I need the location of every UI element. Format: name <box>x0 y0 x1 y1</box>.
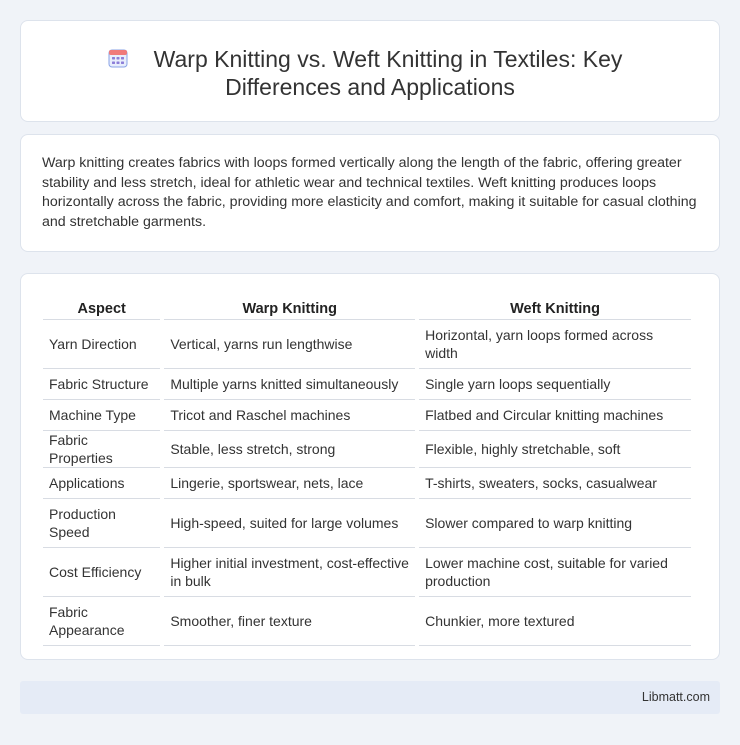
cell-warp: Stable, less stretch, strong <box>164 431 415 468</box>
summary-card <box>20 134 720 252</box>
cell-weft: Single yarn loops sequentially <box>419 369 691 400</box>
cell-weft: T-shirts, sweaters, socks, casualwear <box>419 468 691 499</box>
cell-weft: Chunkier, more textured <box>419 597 691 646</box>
column-header-weft: Weft Knitting <box>419 296 691 320</box>
cell-weft: Lower machine cost, suitable for varied production <box>419 548 691 597</box>
cell-warp: Smoother, finer texture <box>164 597 415 646</box>
table-row <box>43 499 691 548</box>
cell-warp: Tricot and Raschel machines <box>164 400 415 431</box>
summary-text: Warp knitting creates fabrics with loops formed vertically along the length of the fabric, offering greater stability and less stretch, ideal for athletic wear and technical textiles. Weft knitting produces loops horizontally across the fabric, providing more elasticity and comfort, making it suitable for casual clothing and stretchable garments. <box>42 155 697 230</box>
footer <box>20 681 720 714</box>
comparison-table <box>39 296 695 646</box>
cell-aspect: Cost Efficiency <box>43 548 160 597</box>
cell-warp: Lingerie, sportswear, nets, lace <box>164 468 415 499</box>
header-card <box>20 20 720 122</box>
cell-weft: Flexible, highly stretchable, soft <box>419 431 691 468</box>
cell-weft: Slower compared to warp knitting <box>419 499 691 548</box>
table-row <box>43 400 691 431</box>
cell-warp: Multiple yarns knitted simultaneously <box>164 369 415 400</box>
comparison-table-card <box>20 273 720 660</box>
cell-aspect: Fabric Structure <box>43 369 160 400</box>
page-title-line2: Differences and Applications <box>225 74 515 100</box>
page-title <box>21 45 719 101</box>
table-header-row <box>43 296 691 320</box>
cell-warp: Vertical, yarns run lengthwise <box>164 320 415 369</box>
cell-weft: Horizontal, yarn loops formed across width <box>419 320 691 369</box>
table-row <box>43 369 691 400</box>
table-row <box>43 320 691 369</box>
cell-warp: High-speed, suited for large volumes <box>164 499 415 548</box>
cell-weft: Flatbed and Circular knitting machines <box>419 400 691 431</box>
cell-aspect: Fabric Appearance <box>43 597 160 646</box>
cell-aspect: Production Speed <box>43 499 160 548</box>
table-row <box>43 548 691 597</box>
cell-warp: Higher initial investment, cost-effective in bulk <box>164 548 415 597</box>
cell-aspect: Machine Type <box>43 400 160 431</box>
column-header-warp: Warp Knitting <box>164 296 415 320</box>
footer-site-link[interactable]: Libmatt.com <box>641 690 710 704</box>
table-row <box>43 431 691 468</box>
column-header-aspect: Aspect <box>43 296 160 320</box>
cell-aspect: Yarn Direction <box>43 320 160 369</box>
page-title-line1: Warp Knitting vs. Weft Knitting in Textiles: Key <box>153 46 623 72</box>
cell-aspect: Fabric Properties <box>43 431 160 468</box>
table-row <box>43 597 691 646</box>
table-row <box>43 468 691 499</box>
cell-aspect: Applications <box>43 468 160 499</box>
